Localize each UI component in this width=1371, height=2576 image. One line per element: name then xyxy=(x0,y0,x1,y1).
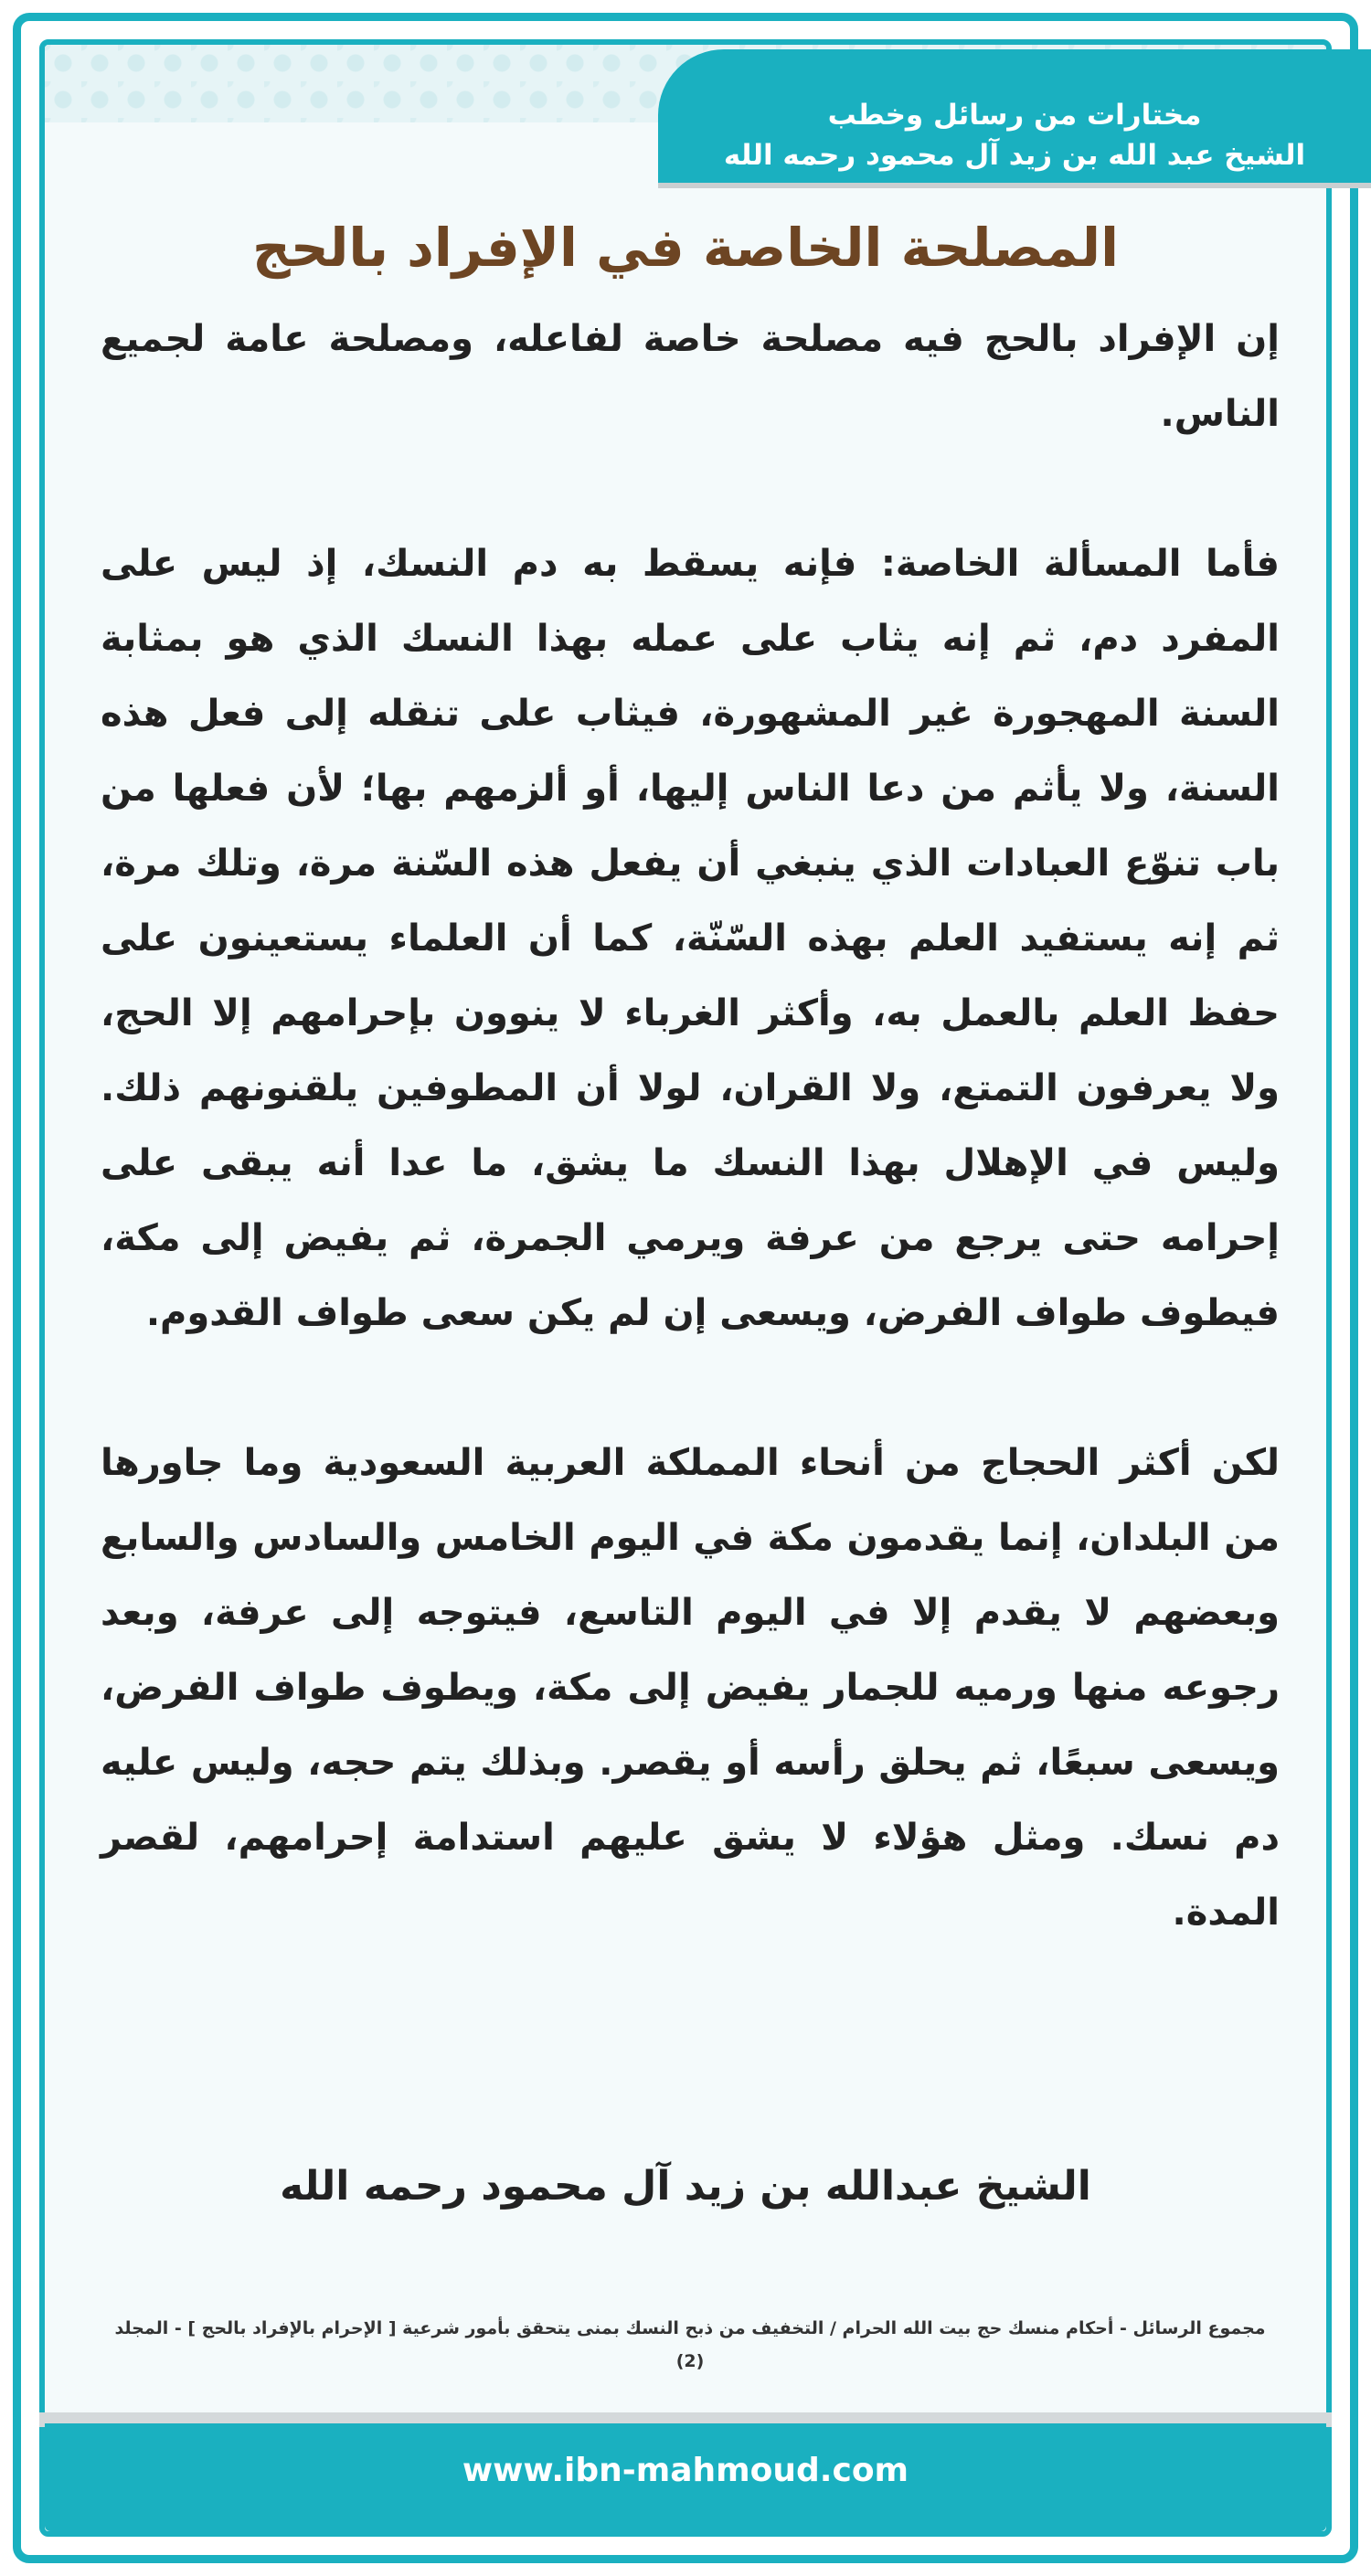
header-tag xyxy=(658,49,1371,183)
paragraph-3: لكن أكثر الحجاج من أنحاء المملكة العربية السعودية وما جاورها من البلدان، إنما يقدمون مكة في اليوم الخامس والسادس والسابع وبعضهم لا يقدم إلا في اليوم التاسع، فيتوجه إلى عرفة، وبعد رجوعه منها ورميه للجمار يفيض إلى مكة، ويطوف طواف الفرض، ويسعى سبعًا، ثم يحلق رأسه أو يقصر. وبذلك يتم حجه، وليس عليه دم نسك. ومثل هؤلاء لا يشق عليهم استدامة إحرامهم، لقصر المدة. xyxy=(101,1442,1280,1934)
header-line-1: مختارات من رسائل وخطب xyxy=(827,99,1202,132)
footer-bar xyxy=(45,2423,1326,2531)
website-link[interactable]: www.ibn-mahmoud.com xyxy=(462,2452,909,2489)
paragraph-2: فأما المسألة الخاصة: فإنه يسقط به دم النسك، إذ ليس على المفرد دم، ثم إنه يثاب على عمله بهذا النسك الذي هو بمثابة السنة المهجورة غير المشهورة، فيثاب على تنقله إلى فعل هذه السنة، ولا يأثم من دعا الناس إليها، أو ألزمهم بها؛ لأن فعلها من باب تنوّع العبادات الذي ينبغي أن يفعل هذه السّنة مرة، وتلك مرة، ثم إنه يستفيد العلم بهذه السّنّة، كما أن العلماء يستعينون على حفظ العلم بالعمل به، وأكثر الغرباء لا ينوون بإحرامهم إلا الحج، ولا يعرفون التمتع، ولا القران، لولا أن المطوفين يلقنونهم ذلك. وليس في الإهلال بهذا النسك ما يشق، ما عدا أنه يبقى على إحرامه حتى يرجع من عرفة ويرمي الجمرة، ثم يفيض إلى مكة، فيطوف طواف الفرض، ويسعى إن لم يكن سعى طواف القدوم. xyxy=(101,543,1280,1334)
paragraph-1: إن الإفراد بالحج فيه مصلحة خاصة لفاعله، ومصلحة عامة لجميع الناس. xyxy=(101,318,1280,435)
header-line-2: الشيخ عبد الله بن زيد آل محمود رحمه الله xyxy=(723,139,1306,172)
source-reference: مجموع الرسائل - أحكام منسك حج بيت الله الحرام / التخفيف من ذبح النسك بمنى يتحقق بأمور شرعية [ الإحرام بالإفراد بالحج ] - المجلد (2) xyxy=(114,2318,1266,2371)
article-title: المصلحة الخاصة في الإفراد بالحج xyxy=(252,217,1119,279)
author-signature: الشيخ عبدالله بن زيد آل محمود رحمه الله xyxy=(280,2163,1091,2210)
article-body xyxy=(101,302,1280,1950)
